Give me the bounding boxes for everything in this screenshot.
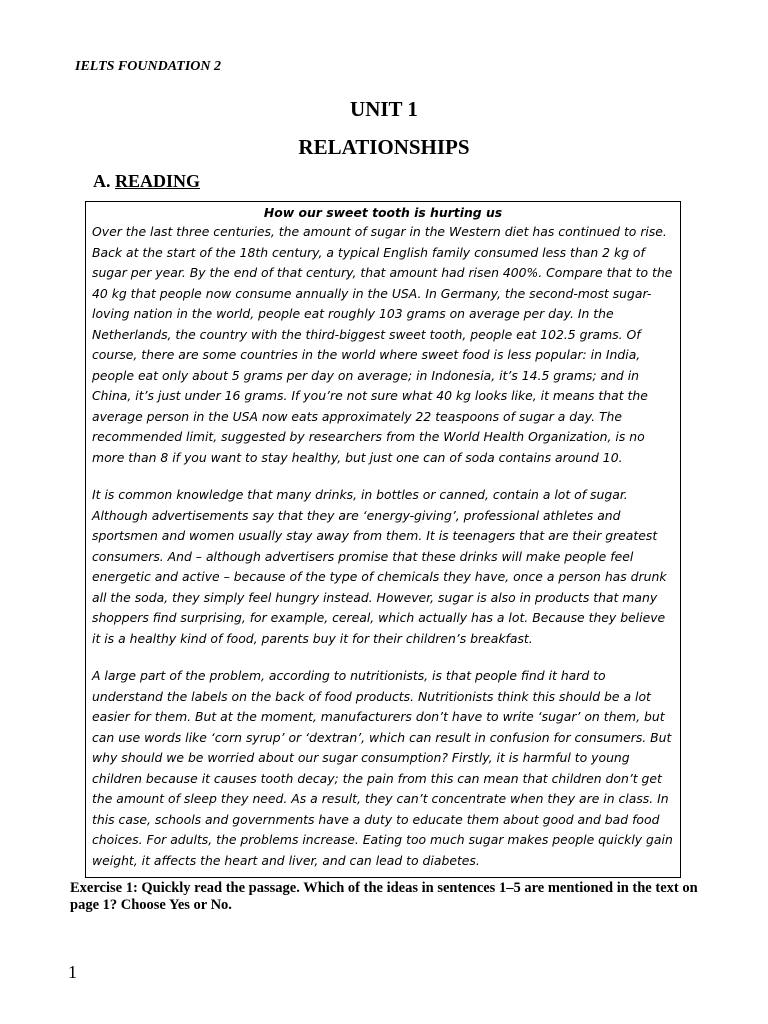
page-number: 1 (68, 962, 77, 982)
unit-subtitle: RELATIONSHIPS (298, 135, 470, 159)
exercise-instructions: Exercise 1: Quickly read the passage. Which of the ideas in sentences 1–5 are mentioned in the text on page 1? Choose Yes or No. (70, 880, 698, 913)
section-heading-text: READING (115, 171, 201, 191)
passage-paragraph-1: Over the last three centuries, the amount of sugar in the Western diet has continued to rise. Back at the start of the 18th century, a typical English family consumed less than 2 kg of sugar per year. By the end of that century, that amount had risen 400%. Compare that to the 40 kg that people now consume annually in the USA. In Germany, the second-most sugar-loving nation in the world, people eat roughly 103 grams on average per day. In the Netherlands, the country with the third-biggest sweet tooth, people eat 102.5 grams. Of course, there are some countries in the world where sweet food is less popular: in India, people eat only about 5 grams per day on average; in Indonesia, it’s 14.5 grams; and in China, it’s just under 16 grams. If you’re not sure what 40 kg looks like, it means that the average person in the USA now eats approximately 22 teaspoons of sugar a day. The recommended limit, suggested by researchers from the World Health Organization, is no more than 8 if you want to stay healthy, but just one can of soda contains around 10. (92, 224, 673, 465)
section-letter: A. (93, 171, 111, 191)
passage-paragraph-3: A large part of the problem, according to nutritionists, is that people find it hard to understand the labels on the back of food products. Nutritionists think this should be a lot easier for them. But at the moment, manufacturers don’t have to write ‘sugar’ on them, but can use words like ‘corn syrup’ or ‘dextran’, which can result in confusion for consumers. But why should we be worried about our sugar consumption? Firstly, it is harmful to young children because it causes tooth decay; the pain from this can mean that children don’t get the amount of sleep they need. As a result, they can’t concentrate when they are in class. In this case, schools and governments have a duty to educate them about good and bad food choices. For adults, the problems increase. Eating too much sugar makes people quickly gain weight, it affects the heart and liver, and can lead to diabetes. (92, 668, 673, 868)
passage-title: How our sweet tooth is hurting us (263, 205, 503, 220)
course-header: IELTS FOUNDATION 2 (75, 59, 221, 74)
section-heading (93, 171, 200, 192)
passage-paragraph-2: It is common knowledge that many drinks, in bottles or canned, contain a lot of sugar. Although advertisements say that they are ‘energy-giving’, professional athletes and sportsmen and women usually stay away from them. It is teenagers that are their greatest consumers. And – although advertisers promise that these drinks will make people feel energetic and active – because of the type of chemicals they have, once a person has drunk all the soda, they simply feel hungry instead. However, sugar is also in products that many shoppers find surprising, for example, cereal, which actually has a lot. Because they believe it is a healthy kind of food, parents buy it for their children’s breakfast. (92, 487, 667, 646)
unit-title: UNIT 1 (350, 97, 418, 121)
reading-passage-box (85, 201, 681, 878)
